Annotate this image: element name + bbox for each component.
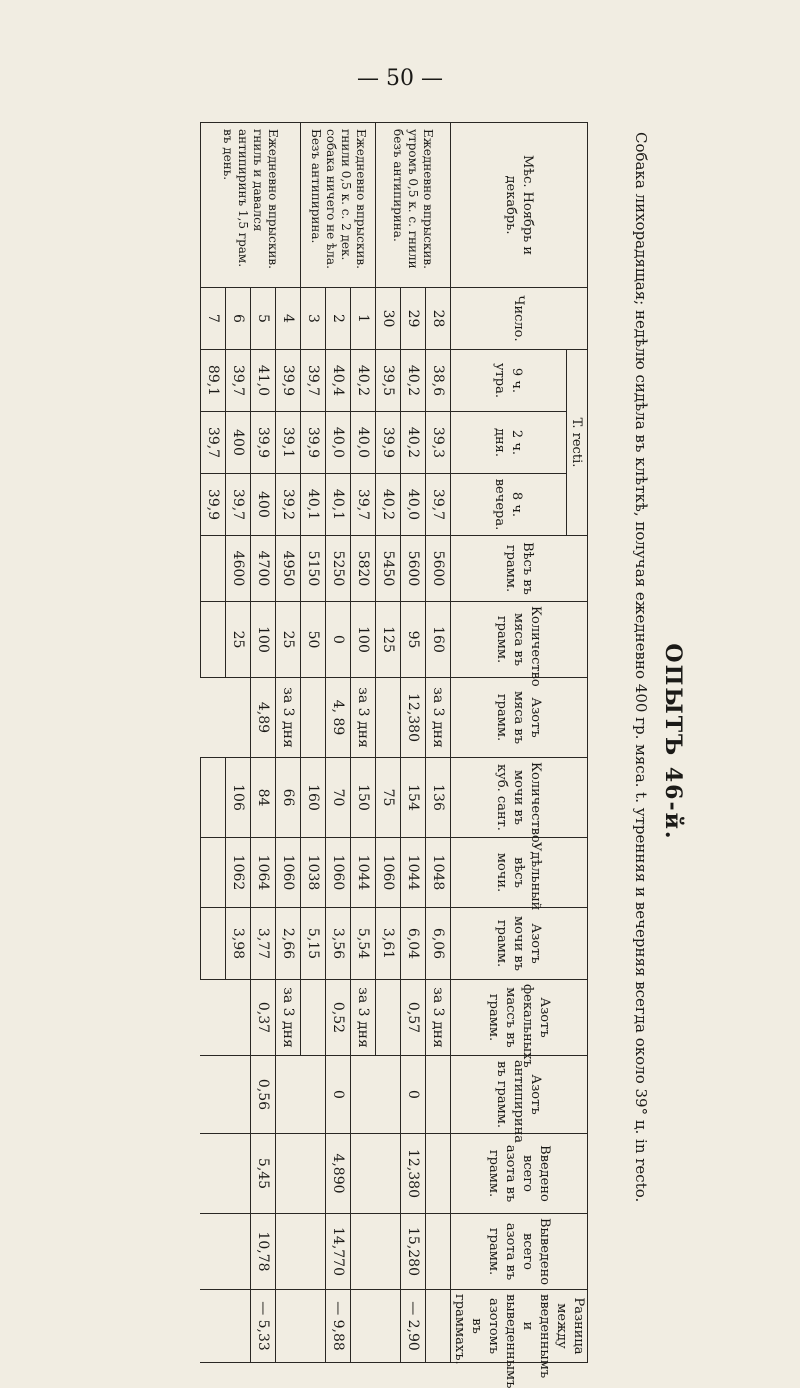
cell-meat-n <box>201 678 226 758</box>
cell-antipyrine-n: 0 <box>326 1056 351 1134</box>
cell-n-diff <box>201 1290 226 1363</box>
header-feces-n: Азотъ фекальныхъ массъ въ грамм. <box>451 980 588 1056</box>
cell-date: 2 <box>326 288 351 350</box>
table-row <box>226 123 251 1363</box>
rotated-table-page <box>148 122 688 1388</box>
cell-urine-qty: 66 <box>276 758 301 838</box>
cell-t-evening: 39,7 <box>226 474 251 536</box>
cell-feces-n <box>301 980 326 1056</box>
cell-t-day: 39,9 <box>251 412 276 474</box>
cell-t-evening: 39,7 <box>351 474 376 536</box>
cell-n-in <box>351 1134 376 1214</box>
cell-feces-n-period: за 3 дня <box>426 980 451 1056</box>
cell-urine-qty: 136 <box>426 758 451 838</box>
header-date: Число. <box>451 288 588 350</box>
cell-t-morning: 39,7 <box>226 350 251 412</box>
cell-feces-n: 0,57 <box>401 980 426 1056</box>
cell-date: 29 <box>401 288 426 350</box>
table-row <box>376 123 401 1363</box>
cell-n-diff <box>376 1290 401 1363</box>
cell-urine-n: 3,98 <box>226 908 251 980</box>
cell-antipyrine-n <box>301 1056 326 1134</box>
cell-urine-qty: 75 <box>376 758 401 838</box>
cell-meat-qty: 0 <box>326 602 351 678</box>
header-t-morning: 9 ч. утра. <box>451 350 567 412</box>
cell-meat-qty: 100 <box>351 602 376 678</box>
experiment-title: ОПЫТЪ 46-й. <box>660 643 686 841</box>
cell-date: 7 <box>201 288 226 350</box>
cell-n-diff <box>276 1290 301 1363</box>
cell-n-out <box>351 1214 376 1290</box>
cell-n-out <box>276 1214 301 1290</box>
cell-urine-n: 5,15 <box>301 908 326 980</box>
cell-t-day: 40,2 <box>401 412 426 474</box>
cell-t-evening: 40,1 <box>326 474 351 536</box>
cell-n-out <box>376 1214 401 1290</box>
cell-n-in: 12,380 <box>401 1134 426 1214</box>
cell-urine-qty: 160 <box>301 758 326 838</box>
cell-urine-n: 3,61 <box>376 908 401 980</box>
cell-weight <box>201 536 226 602</box>
cell-t-evening: 400 <box>251 474 276 536</box>
cell-antipyrine-n: 0,56 <box>251 1056 276 1134</box>
cell-urine-sg: 1038 <box>301 838 326 908</box>
table-row <box>326 123 351 1363</box>
header-t-day: 2 ч. дня. <box>451 412 567 474</box>
cell-feces-n: 0,52 <box>326 980 351 1056</box>
header-meat-qty: Количество мяса въ грамм. <box>451 602 588 678</box>
cell-n-out <box>201 1214 226 1290</box>
cell-antipyrine-n <box>226 1056 251 1134</box>
cell-urine-n <box>201 908 226 980</box>
cell-n-out: 14,770 <box>326 1214 351 1290</box>
cell-n-diff <box>426 1290 451 1363</box>
cell-date: 28 <box>426 288 451 350</box>
table-row <box>276 123 301 1363</box>
table-row <box>201 123 226 1363</box>
cell-n-diff: — 5,33 <box>251 1290 276 1363</box>
cell-meat-n: 12,380 <box>401 678 426 758</box>
cell-antipyrine-n <box>351 1056 376 1134</box>
cell-meat-n <box>376 678 401 758</box>
cell-t-evening: 39,7 <box>426 474 451 536</box>
cell-t-morning: 40,2 <box>351 350 376 412</box>
cell-n-out <box>226 1214 251 1290</box>
cell-date: 5 <box>251 288 276 350</box>
cell-n-diff <box>301 1290 326 1363</box>
header-urine-qty: Количество мочи въ куб. сант. <box>451 758 588 838</box>
header-n-diff: Разница между введеннымъ и выведеннымъ азотомъ въ граммахъ. <box>451 1290 588 1363</box>
cell-date: 3 <box>301 288 326 350</box>
cell-meat-n: 4, 89 <box>326 678 351 758</box>
cell-urine-sg: 1062 <box>226 838 251 908</box>
cell-meat-n-period: за 3 дня <box>426 678 451 758</box>
cell-antipyrine-n <box>426 1056 451 1134</box>
header-n-in: Введено всего азота въ грамм. <box>451 1134 588 1214</box>
cell-urine-qty: 70 <box>326 758 351 838</box>
cell-n-out <box>301 1214 326 1290</box>
cell-weight: 5450 <box>376 536 401 602</box>
header-meat-n: Азотъ мяса въ грамм. <box>451 678 588 758</box>
cell-feces-n <box>376 980 401 1056</box>
cell-urine-n: 3,77 <box>251 908 276 980</box>
cell-urine-n: 5,54 <box>351 908 376 980</box>
cell-n-in <box>426 1134 451 1214</box>
cell-meat-n-period: за 3 дня <box>276 678 301 758</box>
cell-n-diff: — 9,88 <box>326 1290 351 1363</box>
header-t-recti: T. recti. <box>567 350 588 536</box>
cell-n-diff <box>226 1290 251 1363</box>
table-row <box>251 123 276 1363</box>
header-antipyrine-n: Азотъ антипирина въ грамм. <box>451 1056 588 1134</box>
cell-t-day: 39,9 <box>376 412 401 474</box>
cell-t-morning: 39,9 <box>276 350 301 412</box>
cell-meat-qty: 160 <box>426 602 451 678</box>
cell-urine-sg: 1048 <box>426 838 451 908</box>
cell-date: 4 <box>276 288 301 350</box>
cell-n-in <box>201 1134 226 1214</box>
group-label: Ежедневно впрыскив. гниль и давался антипиринъ 1,5 грам. въ день. <box>201 123 301 288</box>
cell-t-day: 39,9 <box>301 412 326 474</box>
cell-n-in: 5,45 <box>251 1134 276 1214</box>
cell-urine-sg <box>201 838 226 908</box>
cell-n-in: 4,890 <box>326 1134 351 1214</box>
cell-t-day: 40,0 <box>326 412 351 474</box>
cell-n-out: 15,280 <box>401 1214 426 1290</box>
cell-weight: 5600 <box>426 536 451 602</box>
cell-t-evening: 39,9 <box>201 474 226 536</box>
cell-weight: 5600 <box>401 536 426 602</box>
cell-urine-sg: 1060 <box>376 838 401 908</box>
table-row <box>351 123 376 1363</box>
cell-n-in <box>276 1134 301 1214</box>
cell-antipyrine-n <box>201 1056 226 1134</box>
cell-weight: 4600 <box>226 536 251 602</box>
cell-antipyrine-n: 0 <box>401 1056 426 1134</box>
cell-urine-qty: 106 <box>226 758 251 838</box>
cell-weight: 5820 <box>351 536 376 602</box>
cell-weight: 5250 <box>326 536 351 602</box>
cell-t-day: 400 <box>226 412 251 474</box>
cell-urine-n: 6,06 <box>426 908 451 980</box>
cell-t-morning: 39,7 <box>301 350 326 412</box>
cell-meat-n <box>226 678 251 758</box>
cell-antipyrine-n <box>376 1056 401 1134</box>
cell-meat-qty: 25 <box>276 602 301 678</box>
table-row <box>426 123 451 1363</box>
cell-t-morning: 89,1 <box>201 350 226 412</box>
cell-meat-qty: 95 <box>401 602 426 678</box>
cell-n-in <box>226 1134 251 1214</box>
experiment-caption: Собака лихорадящая; недѣлю сидѣла въ клѣткѣ, получая ежедневно 400 гр. мяса. t. утренняя и вечерняя всегда около 39° ц. in recto. <box>632 132 650 1203</box>
cell-date: 30 <box>376 288 401 350</box>
cell-urine-sg: 1060 <box>276 838 301 908</box>
cell-t-evening: 40,0 <box>401 474 426 536</box>
cell-t-evening: 40,1 <box>301 474 326 536</box>
cell-meat-qty <box>201 602 226 678</box>
cell-urine-n: 2,66 <box>276 908 301 980</box>
cell-urine-n: 6,04 <box>401 908 426 980</box>
table-row <box>401 123 426 1363</box>
cell-date: 6 <box>226 288 251 350</box>
cell-urine-sg: 1044 <box>401 838 426 908</box>
cell-feces-n: 0,37 <box>251 980 276 1056</box>
cell-n-out: 10,78 <box>251 1214 276 1290</box>
cell-feces-n-period: за 3 дня <box>351 980 376 1056</box>
cell-urine-qty <box>201 758 226 838</box>
cell-meat-qty: 25 <box>226 602 251 678</box>
cell-t-morning: 41,0 <box>251 350 276 412</box>
cell-meat-n: 4,89 <box>251 678 276 758</box>
cell-t-morning: 38,6 <box>426 350 451 412</box>
header-n-out: Выведено всего азота въ грамм. <box>451 1214 588 1290</box>
cell-urine-qty: 150 <box>351 758 376 838</box>
cell-n-in <box>376 1134 401 1214</box>
cell-urine-sg: 1060 <box>326 838 351 908</box>
header-weight: Вѣсъ въ грамм. <box>451 536 588 602</box>
cell-t-morning: 40,2 <box>401 350 426 412</box>
cell-meat-qty: 50 <box>301 602 326 678</box>
cell-meat-n <box>301 678 326 758</box>
header-month: Мѣс. Ноябрь и декабрь. <box>451 123 588 288</box>
cell-urine-sg: 1044 <box>351 838 376 908</box>
cell-feces-n <box>201 980 226 1056</box>
page-number: — 50 — <box>357 66 443 91</box>
cell-meat-qty: 100 <box>251 602 276 678</box>
cell-n-out <box>426 1214 451 1290</box>
cell-t-day: 39,3 <box>426 412 451 474</box>
cell-meat-n-period: за 3 дня <box>351 678 376 758</box>
cell-weight: 4700 <box>251 536 276 602</box>
cell-urine-qty: 154 <box>401 758 426 838</box>
cell-urine-n: 3,56 <box>326 908 351 980</box>
cell-feces-n <box>226 980 251 1056</box>
cell-t-evening: 40,2 <box>376 474 401 536</box>
cell-n-in <box>301 1134 326 1214</box>
cell-t-day: 39,7 <box>201 412 226 474</box>
group-label: Ежедневно впрыскив. утромъ 0,5 к. с. гнили безъ антипирина. <box>376 123 451 288</box>
cell-meat-qty: 125 <box>376 602 401 678</box>
cell-t-morning: 39,5 <box>376 350 401 412</box>
cell-t-day: 39,1 <box>276 412 301 474</box>
cell-date: 1 <box>351 288 376 350</box>
cell-t-morning: 40,4 <box>326 350 351 412</box>
cell-t-day: 40,0 <box>351 412 376 474</box>
header-urine-n: Азотъ мочи въ грамм. <box>451 908 588 980</box>
experiment-table <box>200 122 588 1388</box>
group-label: Ежедневно впрыскив. гнили 0,5 к. с. 2 дек. собака ничего не ѣла. Безъ антипирина. <box>301 123 376 288</box>
cell-urine-sg: 1064 <box>251 838 276 908</box>
cell-weight: 5150 <box>301 536 326 602</box>
table-row <box>301 123 326 1363</box>
cell-urine-qty: 84 <box>251 758 276 838</box>
cell-feces-n-period: за 3 дня <box>276 980 301 1056</box>
cell-n-diff: — 2,90 <box>401 1290 426 1363</box>
cell-n-diff <box>351 1290 376 1363</box>
header-urine-sg: Удѣльный вѣсъ мочи. <box>451 838 588 908</box>
cell-t-evening: 39,2 <box>276 474 301 536</box>
cell-antipyrine-n <box>276 1056 301 1134</box>
cell-weight: 4950 <box>276 536 301 602</box>
header-t-evening: 8 ч. вечера. <box>451 474 567 536</box>
